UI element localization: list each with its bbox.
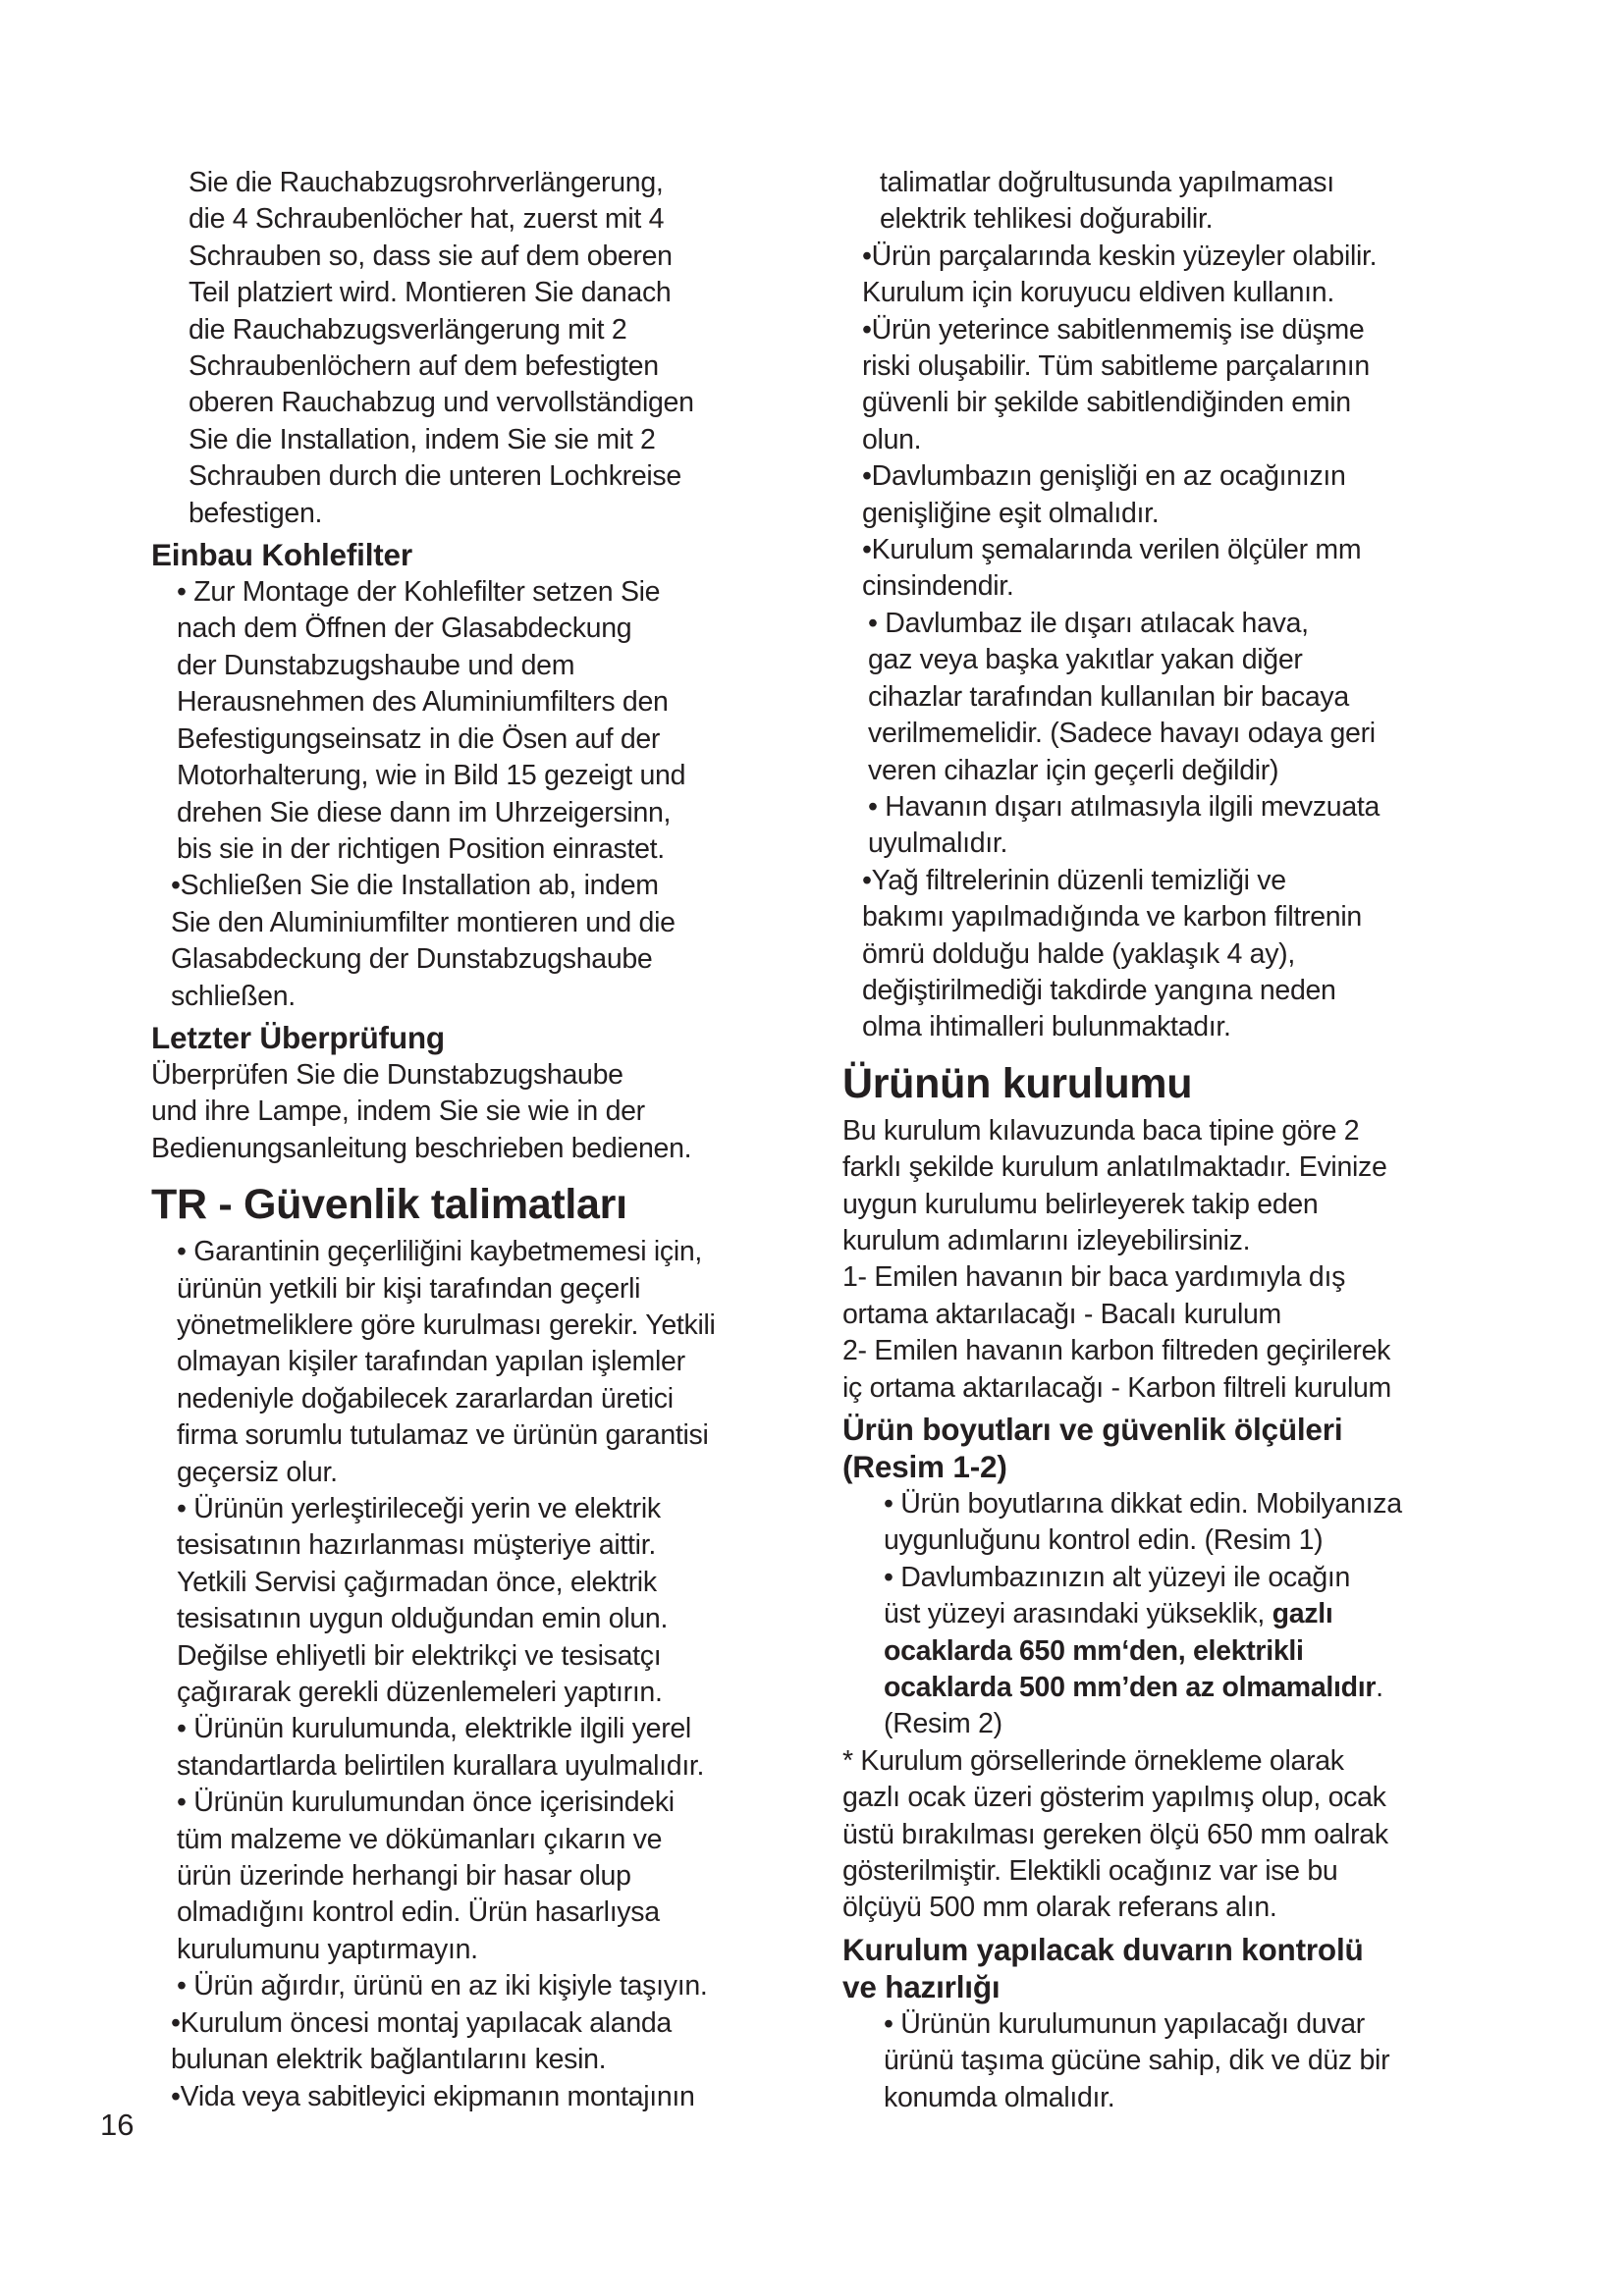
safety-item-5: • Ürün ağırdır, ürünü en az iki kişiyle taşıyın. (177, 1970, 708, 2002)
safety-item-2: • Ürünün yerleştirileceği yerin ve elektrik tesisatının hazırlanması müşteriye aittir. Yetkili Servisi çağırmadan önce, elektrik tesisatının uygun olduğundan emin olun. Değilse ehliyetli bir elektrikçi ve tesisatçı çağırarak gerekli düzenlemeleri yaptırın. (177, 1493, 669, 1709)
safety-item-4: • Ürünün kurulumundan önce içerisindeki tüm malzeme ve dökümanları çıkarın ve ürün üzerinde herhangi bir hasar olup olmadığını kontrol edin. Ürün hasarlıysa kurulumunu yaptırmayın. (177, 1787, 675, 1965)
safety-continuation-5: •Kurulum şemalarında verilen ölçüler mm cinsindendir. (862, 534, 1362, 603)
left-column (151, 165, 819, 2115)
check-heading: Letzter Überprüfung (151, 1019, 445, 1055)
safety-item-7: •Vida veya sabitleyici ekipmanın montajının (171, 2080, 695, 2112)
kohlefilter-item-1: • Zur Montage der Kohlefilter setzen Sie nach dem Öffnen der Glasabdeckung der Dunstabzugshaube und dem Herausnehmen des Aluminiumfilters den Befestigungseinsatz in die Ösen auf der Motorhalterung, wie in Bild 15 gezeigt und drehen Sie diese dann im Uhrzeigersinn, bis sie in der richtigen Position einrastet. (177, 576, 686, 865)
dimensions-item-2-tail: . (Resim 2) (884, 1672, 1383, 1740)
safety-continuation-7: • Havanın dışarı atılmasıyla ilgili mevzuata uyulmalıdır. (868, 790, 1380, 860)
safety-item-1: • Garantinin geçerliliğini kaybetmemesi için, ürünün yetkili bir kişi tarafından geçerli yönetmeliklere göre kurulması gerekir. Yetkili olmayan kişiler tarafından yapılan işlemler nedeniyle doğabilecek zararlardan üretici firma sorumlu tutulamaz ve ürünün garantisi geçersiz olur. (177, 1236, 716, 1488)
safety-continuation-8: •Yağ filtrelerinin düzenli temizliği ve bakımı yapılmadığında ve karbon filtrenin ömrü dolduğu halde (yaklaşık 4 ay), değiştirilmediği takdirde yangına neden olma ihtimalleri bulunmaktadır. (862, 864, 1362, 1043)
install-heading: Ürünün kurulumu (842, 1059, 1193, 1107)
safety-continuation-1: talimatlar doğrultusunda yapılmaması elektrik tehlikesi doğurabilir. (880, 167, 1334, 236)
safety-continuation-4: •Davlumbazın genişliği en az ocağınızın genişliğine eşit olmalıdır. (862, 460, 1346, 529)
check-text: Überprüfen Sie die Dunstabzugshaube und ihre Lampe, indem Sie sie wie in der Bedienungsanleitung beschrieben bedienen. (151, 1058, 692, 1164)
install-intro: Bu kurulum kılavuzunda baca tipine göre 2 farklı şekilde kurulum anlatılmaktadır. Evinize uygun kurulumu belirleyerek takip eden kurulum adımlarını izleyebilirsiniz. 1- Emilen havanın bir baca yardımıyla dış ortama aktarılacağı - Bacalı kurulum 2- Emilen havanın karbon filtreden geçirilerek iç ortama aktarılacağı - Karbon filtreli kurulum (842, 1114, 1391, 1404)
right-column (842, 165, 1490, 2116)
kohlefilter-heading: Einbau Kohlefilter (151, 537, 412, 573)
wall-item: • Ürünün kurulumunun yapılacağı duvar ürünü taşıma gücüne sahip, dik ve düz bir konumda olmalıdır. (884, 2007, 1390, 2113)
safety-item-3: • Ürünün kurulumunda, elektrikle ilgili yerel standartlarda belirtilen kurallara uyulmalıdır. (177, 1713, 705, 1782)
safety-heading: TR - Güvenlik talimatları (151, 1181, 627, 1229)
dimensions-item-2-text: • Davlumbazınızın alt yüzeyi ile ocağın üst yüzeyi arasındaki yükseklik, (884, 1561, 1351, 1630)
safety-continuation-6: • Davlumbaz ile dışarı atılacak hava, gaz veya başka yakıtlar yakan diğer cihazlar tarafından kullanılan bir bacaya verilmemelidir. (Sadece havayı odaya geri veren cihazlar için geçerli değildir) (868, 607, 1376, 786)
safety-continuation-2: •Ürün parçalarında keskin yüzeyler olabilir. Kurulum için koruyucu eldiven kullanın. (862, 240, 1378, 309)
note-text: * Kurulum görsellerinde örnekleme olarak gazlı ocak üzeri gösterim yapılmış olup, ocak üstü bırakılması gereken ölçü 650 mm oalrak gösterilmiştir. Elektikli ocağınız var ise bu ölçüyü 500 mm olarak referans alın. (842, 1744, 1388, 1924)
dimensions-item-2 (842, 1560, 1490, 1743)
dimensions-item-1: • Ürün boyutlarına dikkat edin. Mobilyanıza uygunluğunu kontrol edin. (Resim 1) (884, 1488, 1402, 1557)
page-number: 16 (100, 2108, 135, 2142)
safety-item-6: •Kurulum öncesi montaj yapılacak alanda bulunan elektrik bağlantılarını kesin. (171, 2006, 672, 2076)
safety-continuation-3: •Ürün yeterince sabitlenmemiş ise düşme riski oluşabilir. Tüm sabitleme parçalarının güvenli bir şekilde sabitlendiğinden emin olun. (862, 313, 1370, 455)
dimensions-item-2-bold: gazlı ocaklarda 650 mm‘den, elektrikli ocaklarda 500 mm’den az olmamalıdır (884, 1598, 1377, 1704)
kohlefilter-item-2: •Schließen Sie die Installation ab, indem Sie den Aluminiumfilter montieren und die Glasabdeckung der Dunstabzugshaube schließen. (171, 870, 676, 1012)
dimensions-heading: Ürün boyutları ve güvenlik ölçüleri (Resim 1-2) (842, 1412, 1343, 1484)
wall-heading: Kurulum yapılacak duvarın kontrolü ve hazırlığı (842, 1931, 1364, 2004)
install-continuation-text: Sie die Rauchabzugsrohrverlängerung, die 4 Schraubenlöcher hat, zuerst mit 4 Schrauben so, dass sie auf dem oberen Teil platziert wird. Montieren Sie danach die Rauchabzugsverlängerung mit 2 Schraubenlöchern auf dem befestigten oberen Rauchabzug und vervollständigen Sie die Installation, indem Sie sie mit 2 Schrauben durch die unteren Lochkreise befestigen. (189, 167, 694, 529)
